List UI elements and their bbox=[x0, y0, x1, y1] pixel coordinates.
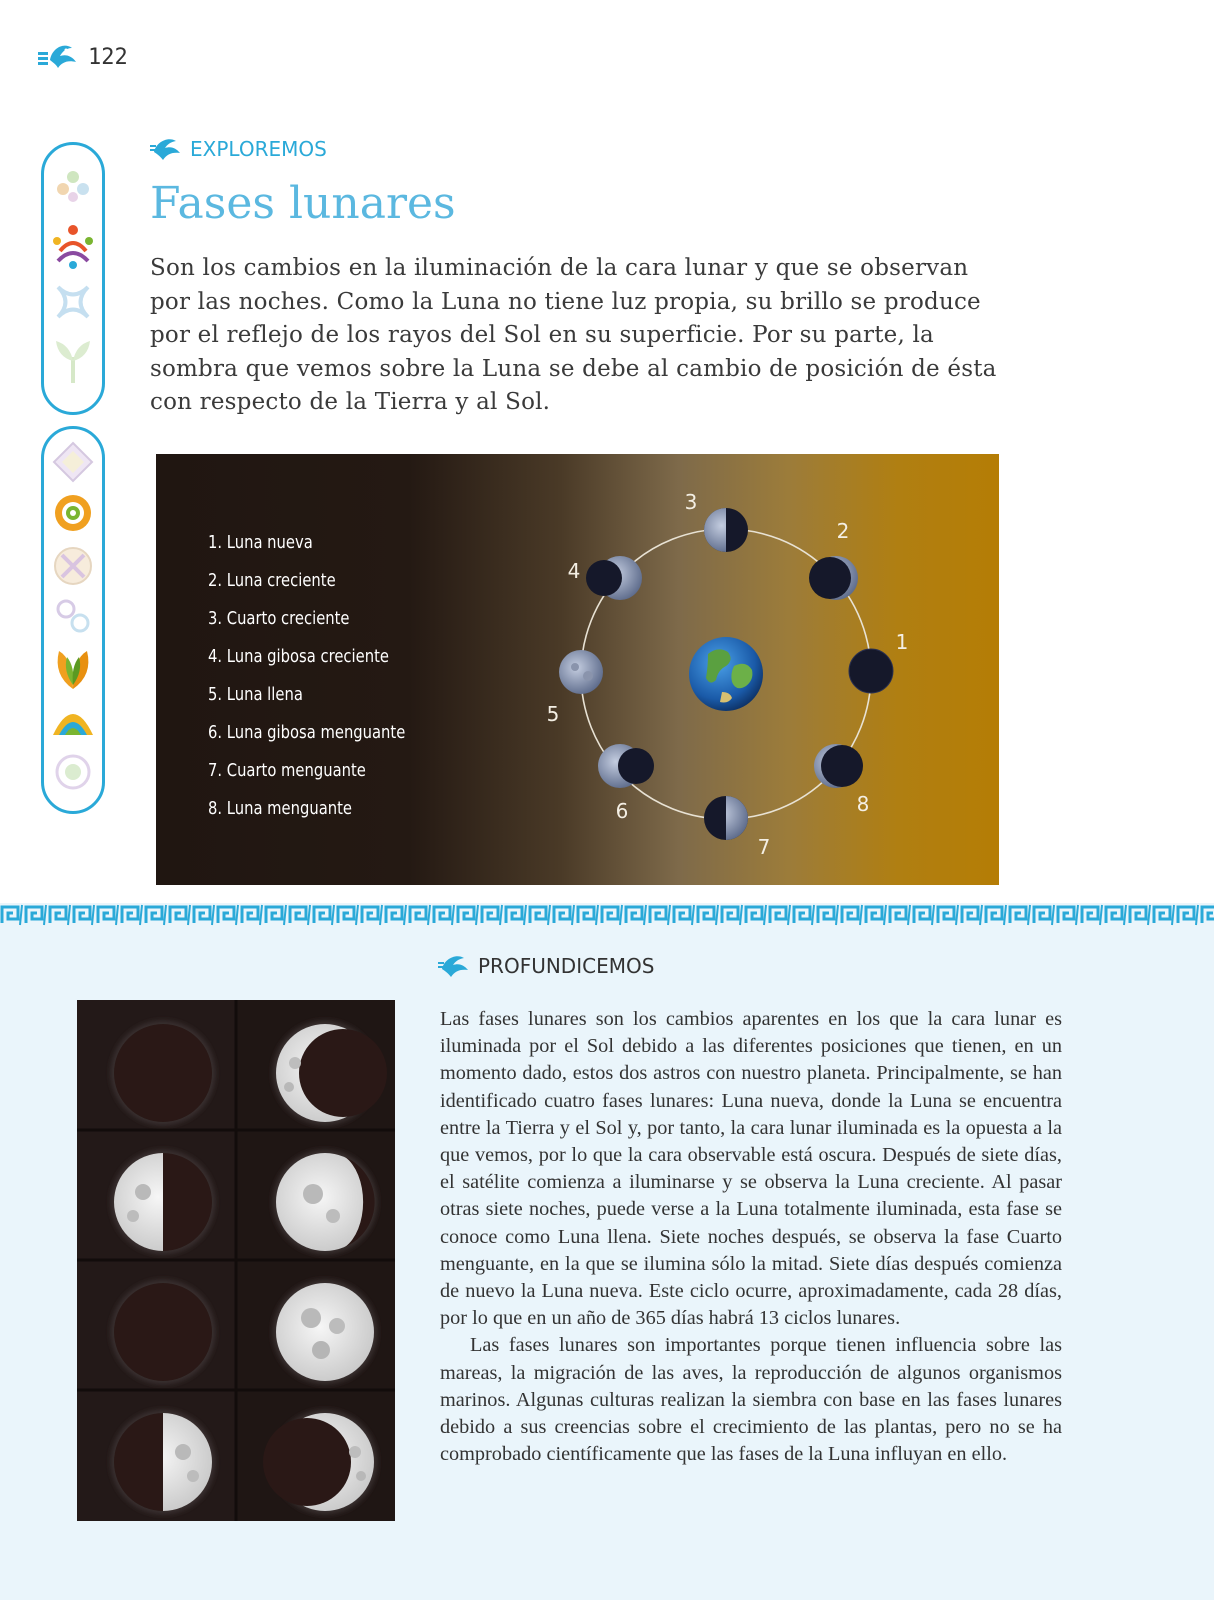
explore-label-text: EXPLOREMOS bbox=[190, 137, 327, 161]
links-faded-icon bbox=[52, 595, 94, 637]
swirl-faded-icon bbox=[52, 751, 94, 793]
orbit-label-1: 1 bbox=[895, 630, 909, 654]
page-number-text: 122 bbox=[88, 44, 128, 70]
moon-phase-3-icon bbox=[704, 508, 748, 552]
moon-phase-5-icon bbox=[559, 650, 603, 694]
orbit-label-2: 2 bbox=[836, 519, 850, 543]
compass-faded-icon bbox=[52, 545, 94, 587]
fan-icon bbox=[51, 699, 95, 739]
legend-item: 8. Luna menguante bbox=[208, 798, 352, 819]
legend-item: 1. Luna nueva bbox=[208, 532, 313, 553]
moon-phase-4-icon bbox=[586, 556, 642, 600]
moon-phase-8-icon bbox=[814, 744, 863, 788]
grid-moon-first-quarter-icon bbox=[111, 1150, 215, 1254]
explore-section-label bbox=[150, 136, 327, 162]
moon-phases-grid-image bbox=[77, 1000, 395, 1521]
sidebar-top bbox=[41, 142, 105, 415]
deepen-paragraph-1: Las fases lunares son los cambios aparentes en los que la cara lunar es iluminada por el Sol debido a las diferentes posiciones que tienen, en un momento dado, estos dos astros con nuestro planeta. Principalmente, se han identificado cuatro fases lunares: Luna nueva, donde la Luna se encuentra entre la Tierra y el Sol y, por tanto, la cara lunar iluminada es la opuesta a la que vemos, por lo que la cara observable está oscura. Después de siete días, el satélite comienza a iluminarse y se observa la Luna creciente. Al pasar otras siete noches, puede verse a la Luna totalmente iluminada, esta fase se conoce como Luna llena. Siete noches después, se observa la fase Cuarto menguante, en la que se ilumina sólo la mitad. Siete días después comienza de nuevo la Luna nueva. Este ciclo ocurre, aproximadamente, cada 28 días, por lo que en un año de 365 días habrá 13 ciclos lunares. bbox=[440, 1008, 1062, 1330]
deepen-paragraph-2: Las fases lunares son importantes porque tienen influencia sobre las mareas, la migración de las aves, la reproducción de algunos organismos marinos. Algunas culturas realizan la siembra con base en las fases lunares debido a sus creencias sobre el crecimiento de las plantas, pero no se ha comprobado científicamente que las fases de la Luna influyan en ello. bbox=[440, 1334, 1062, 1466]
orbit-label-7: 7 bbox=[757, 835, 771, 859]
grid-moon-last-quarter-icon bbox=[111, 1410, 215, 1514]
orbit-label-5: 5 bbox=[546, 702, 560, 726]
bird-logo-icon bbox=[36, 40, 78, 74]
plant-faded-icon bbox=[50, 335, 96, 385]
page-title: Fases lunares bbox=[150, 178, 456, 229]
grid-moon-new-2-icon bbox=[111, 1280, 215, 1384]
grid-moon-gibbous-icon bbox=[273, 1150, 377, 1254]
orbit-label-3: 3 bbox=[684, 490, 698, 514]
deepen-section-label bbox=[438, 953, 654, 979]
moon-phase-1-icon bbox=[849, 649, 893, 693]
orbit-label-6: 6 bbox=[615, 799, 629, 823]
leaf-icon bbox=[51, 645, 95, 691]
flower-faded-icon bbox=[53, 167, 93, 207]
orbit-label-8: 8 bbox=[856, 792, 870, 816]
earth-icon bbox=[689, 637, 763, 711]
legend-item: 2. Luna creciente bbox=[208, 570, 336, 591]
grid-moon-new-icon bbox=[111, 1021, 215, 1125]
legend-item: 4. Luna gibosa creciente bbox=[208, 646, 389, 667]
orbit-label-4: 4 bbox=[567, 559, 581, 583]
greek-key-border bbox=[0, 903, 1214, 927]
moon-phases-diagram bbox=[156, 454, 999, 885]
orbit-illustration bbox=[156, 454, 999, 885]
legend-item: 3. Cuarto creciente bbox=[208, 608, 350, 629]
bird-icon bbox=[438, 953, 470, 979]
deepen-body-text bbox=[440, 1006, 1062, 1468]
legend-item: 7. Cuarto menguante bbox=[208, 760, 366, 781]
moon-phase-2-icon bbox=[809, 556, 858, 600]
legend-item: 5. Luna llena bbox=[208, 684, 303, 705]
page-number bbox=[36, 40, 128, 74]
moon-phase-7-icon bbox=[704, 796, 748, 840]
knot-faded-icon bbox=[50, 279, 96, 325]
legend-item: 6. Luna gibosa menguante bbox=[208, 722, 406, 743]
intro-paragraph: Son los cambios en la iluminación de la cara lunar y que se observan por las noches. Como la Luna no tiene luz propia, su brillo se produce por el reflejo de los rayos del Sol en su superficie. Por su parte, la sombra que vemos sobre la Luna se debe al cambio de posición de ésta con respecto de la Tierra y al Sol. bbox=[150, 255, 997, 415]
sidebar-bottom bbox=[41, 426, 105, 814]
diamond-faded-icon bbox=[52, 441, 94, 483]
people-circle-icon bbox=[48, 221, 98, 271]
spiral-icon bbox=[51, 491, 95, 535]
grid-moon-full-icon bbox=[273, 1280, 377, 1384]
bird-icon bbox=[150, 136, 182, 162]
deepen-label-text: PROFUNDICEMOS bbox=[478, 954, 655, 978]
moon-phase-6-icon bbox=[598, 744, 654, 788]
